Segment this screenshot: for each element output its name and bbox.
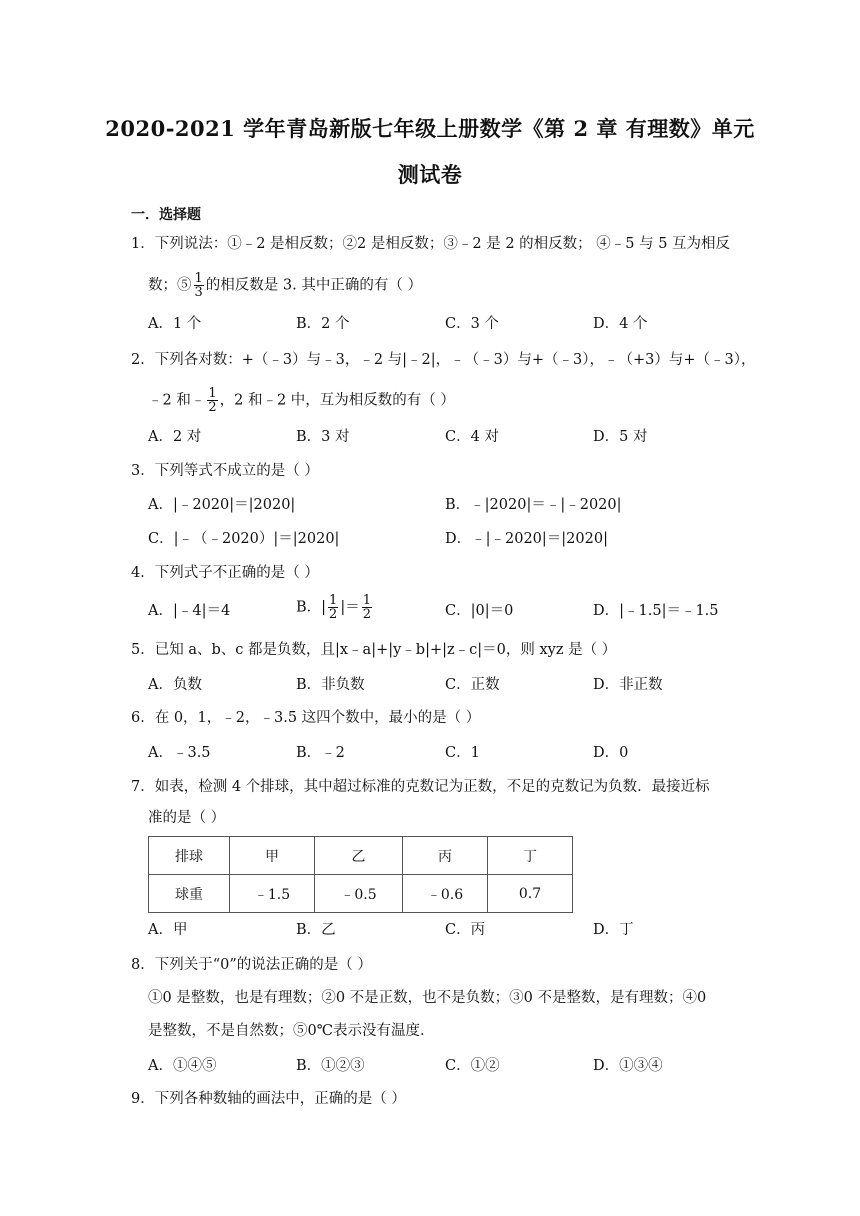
table-cell: ﹣1.5 [230, 875, 315, 913]
question-1-option-a: A．1 个 [148, 316, 202, 332]
question-3-option-a: A．|﹣2020|＝|2020| [148, 497, 296, 513]
question-8-option-b: B．①②③ [296, 1058, 365, 1074]
question-2-option-a: A．2 对 [148, 429, 202, 445]
fraction: $\frac{1}{3}$ [194, 271, 203, 300]
question-6-stem: 6．在 0，1，﹣2，﹣3.5 这四个数中，最小的是（ ） [131, 710, 481, 726]
question-6-option-c: C．1 [445, 745, 480, 761]
question-8-stem-line3: 是整数，不是自然数；⑤0℃表示没有温度． [148, 1023, 435, 1039]
question-8-stem-line2: ①0 是整数，也是有理数；②0 不是正数，也不是负数；③0 不是整数，是有理数；④0 [148, 990, 707, 1006]
question-4-option-d: D．|﹣1.5|＝﹣1.5 [593, 603, 719, 619]
question-9-stem: 9．下列各种数轴的画法中，正确的是（ ） [131, 1091, 406, 1107]
question-2-option-c: C．4 对 [445, 429, 499, 445]
question-2-option-d: D．5 对 [593, 429, 648, 445]
table-cell: 丁 [488, 837, 573, 875]
question-3-option-c: C．|﹣（﹣2020）|＝|2020| [148, 531, 340, 547]
table-cell: 排球 [149, 837, 230, 875]
question-1-stem-line2: 数；⑤ $\frac{1}{3}$ 的相反数是 3. 其中正确的有（ ） [148, 271, 422, 300]
fraction: $\frac{1}{2}$ [362, 593, 371, 622]
question-7-stem-line2: 准的是（ ） [148, 810, 226, 826]
question-2-stem-line2: ﹣2 和﹣ $\frac{1}{2}$ ，2 和﹣2 中，互为相反数的有（ ） [148, 386, 455, 415]
table-cell: 0.7 [488, 875, 573, 913]
table-header-row [149, 837, 573, 875]
question-8-option-d: D．①③④ [593, 1058, 663, 1074]
table-cell: 乙 [315, 837, 403, 875]
question-7-stem: 7．如表，检测 4 个排球，其中超过标准的克数记为正数，不足的克数记为负数．最接近标 [131, 779, 710, 795]
question-6-option-d: D．0 [593, 745, 629, 761]
question-5-option-c: C．正数 [445, 677, 500, 693]
question-7-option-d: D．丁 [593, 922, 634, 938]
question-1-option-d: D．4 个 [593, 316, 648, 332]
question-6-option-a: A．﹣3.5 [148, 745, 211, 761]
table-row [149, 875, 573, 913]
table-cell: 球重 [149, 875, 230, 913]
question-3-option-b: B．﹣|2020|＝﹣|﹣2020| [445, 497, 622, 513]
question-4-option-b: B．| $\frac{1}{2}$ |＝ $\frac{1}{2}$ [296, 593, 371, 622]
question-7-option-c: C．丙 [445, 922, 486, 938]
question-2-option-b: B．3 对 [296, 429, 350, 445]
question-5-option-d: D．非正数 [593, 677, 663, 693]
question-6-option-b: B．﹣2 [296, 745, 345, 761]
table-cell: 丙 [403, 837, 488, 875]
question-3-stem: 3．下列等式不成立的是（ ） [131, 463, 319, 479]
section-heading: 一．选择题 [131, 207, 201, 223]
question-1-option-c: C．3 个 [445, 316, 499, 332]
table-cell: ﹣0.5 [315, 875, 403, 913]
fraction: $\frac{1}{2}$ [208, 386, 217, 415]
question-2-stem: 2．下列各对数：+（﹣3）与﹣3，﹣2 与|﹣2|，﹣（﹣3）与+（﹣3），﹣（+3）与+（﹣3）， [131, 352, 756, 368]
question-5-option-b: B．非负数 [296, 677, 365, 693]
question-1-stem: 1．下列说法：①﹣2 是相反数；②2 是相反数；③﹣2 是 2 的相反数； ④﹣5 与 5 互为相反 [131, 236, 731, 252]
question-4-stem: 4．下列式子不正确的是（ ） [131, 565, 319, 581]
table-cell: 甲 [230, 837, 315, 875]
page-title-continued: 测试卷 [397, 162, 463, 187]
question-7-option-a: A．甲 [148, 922, 188, 938]
question-1-option-b: B．2 个 [296, 316, 350, 332]
data-table [148, 836, 573, 913]
question-8-option-a: A．①④⑤ [148, 1058, 217, 1074]
question-4-option-a: A．|﹣4|＝4 [148, 603, 231, 619]
question-8-option-c: C．①② [445, 1058, 500, 1074]
question-4-option-c: C．|0|＝0 [445, 603, 514, 619]
question-5-stem: 5．已知 a、b、c 都是负数，且|x﹣a|+|y﹣b|+|z﹣c|＝0，则 xyz 是（ ） [131, 642, 617, 658]
table-cell: ﹣0.6 [403, 875, 488, 913]
question-5-option-a: A．负数 [148, 677, 202, 693]
page-title: 2020-2021 学年青岛新版七年级上册数学《第 2 章 有理数》单元 [105, 116, 755, 141]
question-7-option-b: B．乙 [296, 922, 336, 938]
fraction: $\frac{1}{2}$ [329, 593, 338, 622]
question-8-stem: 8．下列关于“0”的说法正确的是（ ） [131, 957, 372, 973]
question-3-option-d: D．﹣|﹣2020|＝|2020| [445, 531, 608, 547]
